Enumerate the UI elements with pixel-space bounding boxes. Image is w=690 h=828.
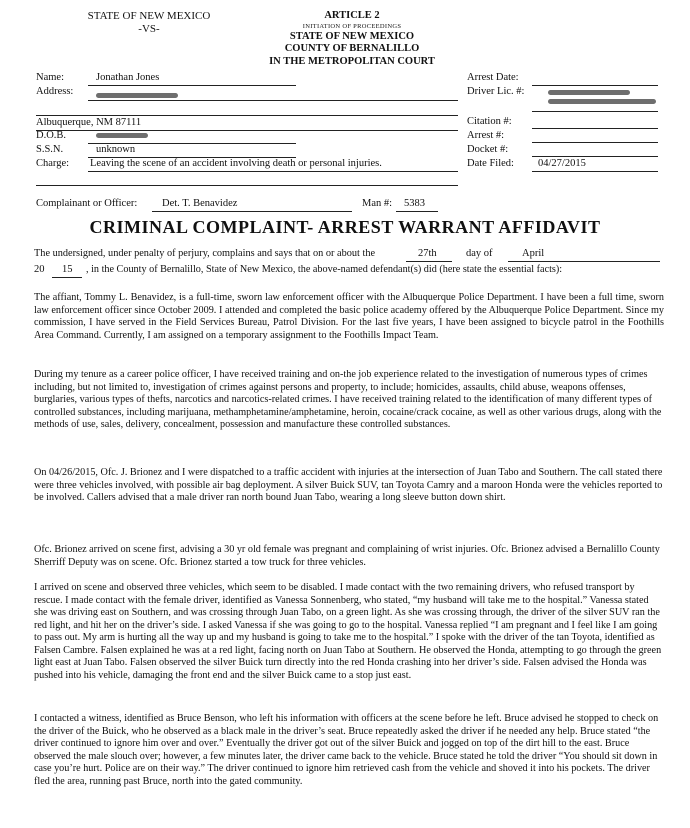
article-title: ARTICLE 2 xyxy=(324,10,380,21)
citation-label: Citation #: xyxy=(467,116,512,127)
oath-text-2: , in the County of Bernalillo, State of New Mexico, the above-named defendant(s) did (here state the essential facts): xyxy=(86,264,563,275)
affidavit-paragraph-4: Ofc. Brionez arrived on scene first, advising a 30 yr old female was pregnant and complaining of wrist injuries. Ofc. Brionez advised a Bernalillo County Sherriff Deputy was on scene. Ofc. Brionez started a tow truck for three vehicles. xyxy=(34,544,660,568)
dob-label: D.O.B. xyxy=(36,130,67,141)
ssn-value: unknown xyxy=(96,144,136,155)
oath-month: April xyxy=(522,248,545,259)
defendant-city: Albuquerque, NM 87111 xyxy=(36,117,142,128)
redacted-address xyxy=(96,93,178,98)
document-title: CRIMINAL COMPLAINT- ARREST WARRANT AFFIDAVIT xyxy=(89,217,601,237)
court-state: STATE OF NEW MEXICO xyxy=(289,30,415,42)
man-number-value: 5383 xyxy=(404,198,425,209)
name-label: Name: xyxy=(36,72,64,83)
court-county: COUNTY OF BERNALILLO xyxy=(284,43,420,54)
caption-state: STATE OF NEW MEXICO xyxy=(87,10,211,22)
oath-day: 27th xyxy=(418,248,437,259)
redacted-dob xyxy=(96,133,148,138)
affidavit-paragraph-5: I arrived on scene and observed three vehicles, which seem to be disabled. I made contact with the two remaining drivers, who refused transport by rescue. I made contact with the female driver, identified as Vanessa Sonnenberg, who stated, “my husband will take me to the hospital.” Vanessa stated she was driving east on Southern, and was crossing through Juan Tabo, on a green light. As she was crossing through, the driver of the silver SUV ran the red light, and hit her on the driver’s side. I asked Vanessa if she was going to go to the hospital. Vanessa replied “I am pregnant and I feel like I am going to pass out. My arm is hurting all the way up and my husband is going to take me to the hospital.” I spoke with the driver of the tan Toyota, identified as Falsen Cambre. Falsen explained he was at a red light, facing north on Juan Tabo at Southern. He observed the Honda, attempting to go through the green light east at Juan Tabo. Falsen observed the silver Buick turn directly into the red Honda crashing into her driver’s side. Falsen advised the Honda was pushed into his vehicle, damaging the front end and the silver Buick came to a stop just east. xyxy=(34,582,662,681)
oath-year-suffix: 15 xyxy=(62,264,73,275)
affidavit-paragraph-6: I contacted a witness, identified as Bruce Benson, who left his information with officers at the scene before he left. Bruce advised he stopped to check on the driver of the Buick, who he observed as a black male in the driver’s seat. Bruce repeatedly asked the driver if he needed any help. Bruce stated “the driver continued to ignore him over and over.” Eventually the driver got out of the silver Buick and jogged on top of the dirt hill to the east. Bruce observed the male slouch over; however, a few minutes later, the driver came back to the vehicle. Bruce stated he told the driver “You should sit down in case you’re hurt. Police are on their way.” The driver continued to ignore him retrieved cash from the vehicle and shoved it into his pockets. The driver fled the area, running past Bruce, north into the gated community. xyxy=(34,713,659,787)
oath-text-1: The undersigned, under penalty of perjury, complains and says that on or about the xyxy=(34,248,376,259)
date-filed-label: Date Filed: xyxy=(467,158,514,169)
arrest-number-label: Arrest #: xyxy=(467,130,505,141)
charge-text: Leaving the scene of an accident involving death or personal injuries. xyxy=(90,158,382,169)
driver-lic-label: Driver Lic. #: xyxy=(467,86,525,97)
article-subtitle: INITIATION OF PROCEEDINGS xyxy=(302,22,402,30)
oath-day-of: day of xyxy=(466,248,493,259)
date-filed-value: 04/27/2015 xyxy=(538,158,586,169)
affidavit-paragraph-1: The affiant, Tommy L. Benavidez, is a full-time, sworn law enforcement officer with the Albuquerque Police Department. I have been a full time, sworn law enforcement officer since October 2009. I attended and completed the basic police academy offered by the Albuquerque Police Department. Since my commission, I have served in the Field Services Bureau, Patrol Division. For the last five years, I have been assigned to bicycle patrol in the Foothills Area Command. Currently, I am assigned on a temporary assignment to the Foothills Impact Team. xyxy=(34,292,664,341)
arrest-date-label: Arrest Date: xyxy=(467,72,519,83)
docket-label: Docket #: xyxy=(467,144,509,155)
court-header xyxy=(232,10,472,68)
complainant-label: Complainant or Officer: xyxy=(36,198,138,209)
oath-year-prefix: 20 xyxy=(34,264,45,275)
redacted-license xyxy=(548,90,630,95)
address-label: Address: xyxy=(36,86,74,97)
redacted-license-2 xyxy=(548,99,656,104)
court-name: IN THE METROPOLITAN COURT xyxy=(269,55,435,67)
ssn-label: S.S.N. xyxy=(36,144,64,155)
defendant-name: Jonathan Jones xyxy=(96,72,160,83)
affidavit-paragraph-3: On 04/26/2015, Ofc. J. Brionez and I were dispatched to a traffic accident with injuries at the intersection of Juan Tabo and Southern. The call stated there were three vehicles involved, with possible air bag deployment. A silver Buick SUV, tan Toyota Camry and a maroon Honda were the vehicles reported to be involved. Callers advised that a male driver ran north bound Juan Tabo, wearing a long sleeve button down shirt. xyxy=(34,467,663,503)
complainant-name: Det. T. Benavidez xyxy=(162,198,238,209)
case-caption xyxy=(74,10,224,36)
man-number-label: Man #: xyxy=(362,198,393,209)
affidavit-paragraph-2: During my tenure as a career police officer, I have received training and on-the job experience related to the investigation of numerous types of crimes including, but not limited to, investigation of crimes against persons and property, to include; homicides, assaults, child abuse, weapons offenses, burglaries, various types of thefts, narcotics and narcotics-related crimes. I have received training related to the identification of many different types of controlled substances, including marijuana, methamphetamine/amphetamine, heroin, cocaine/crack cocaine, as well as other various drugs, along with the methods of use, sales, delivery, concealment, possession and manufacture these controlled substances. xyxy=(34,369,662,430)
caption-vs: -VS- xyxy=(138,23,160,35)
charge-label: Charge: xyxy=(36,158,70,169)
